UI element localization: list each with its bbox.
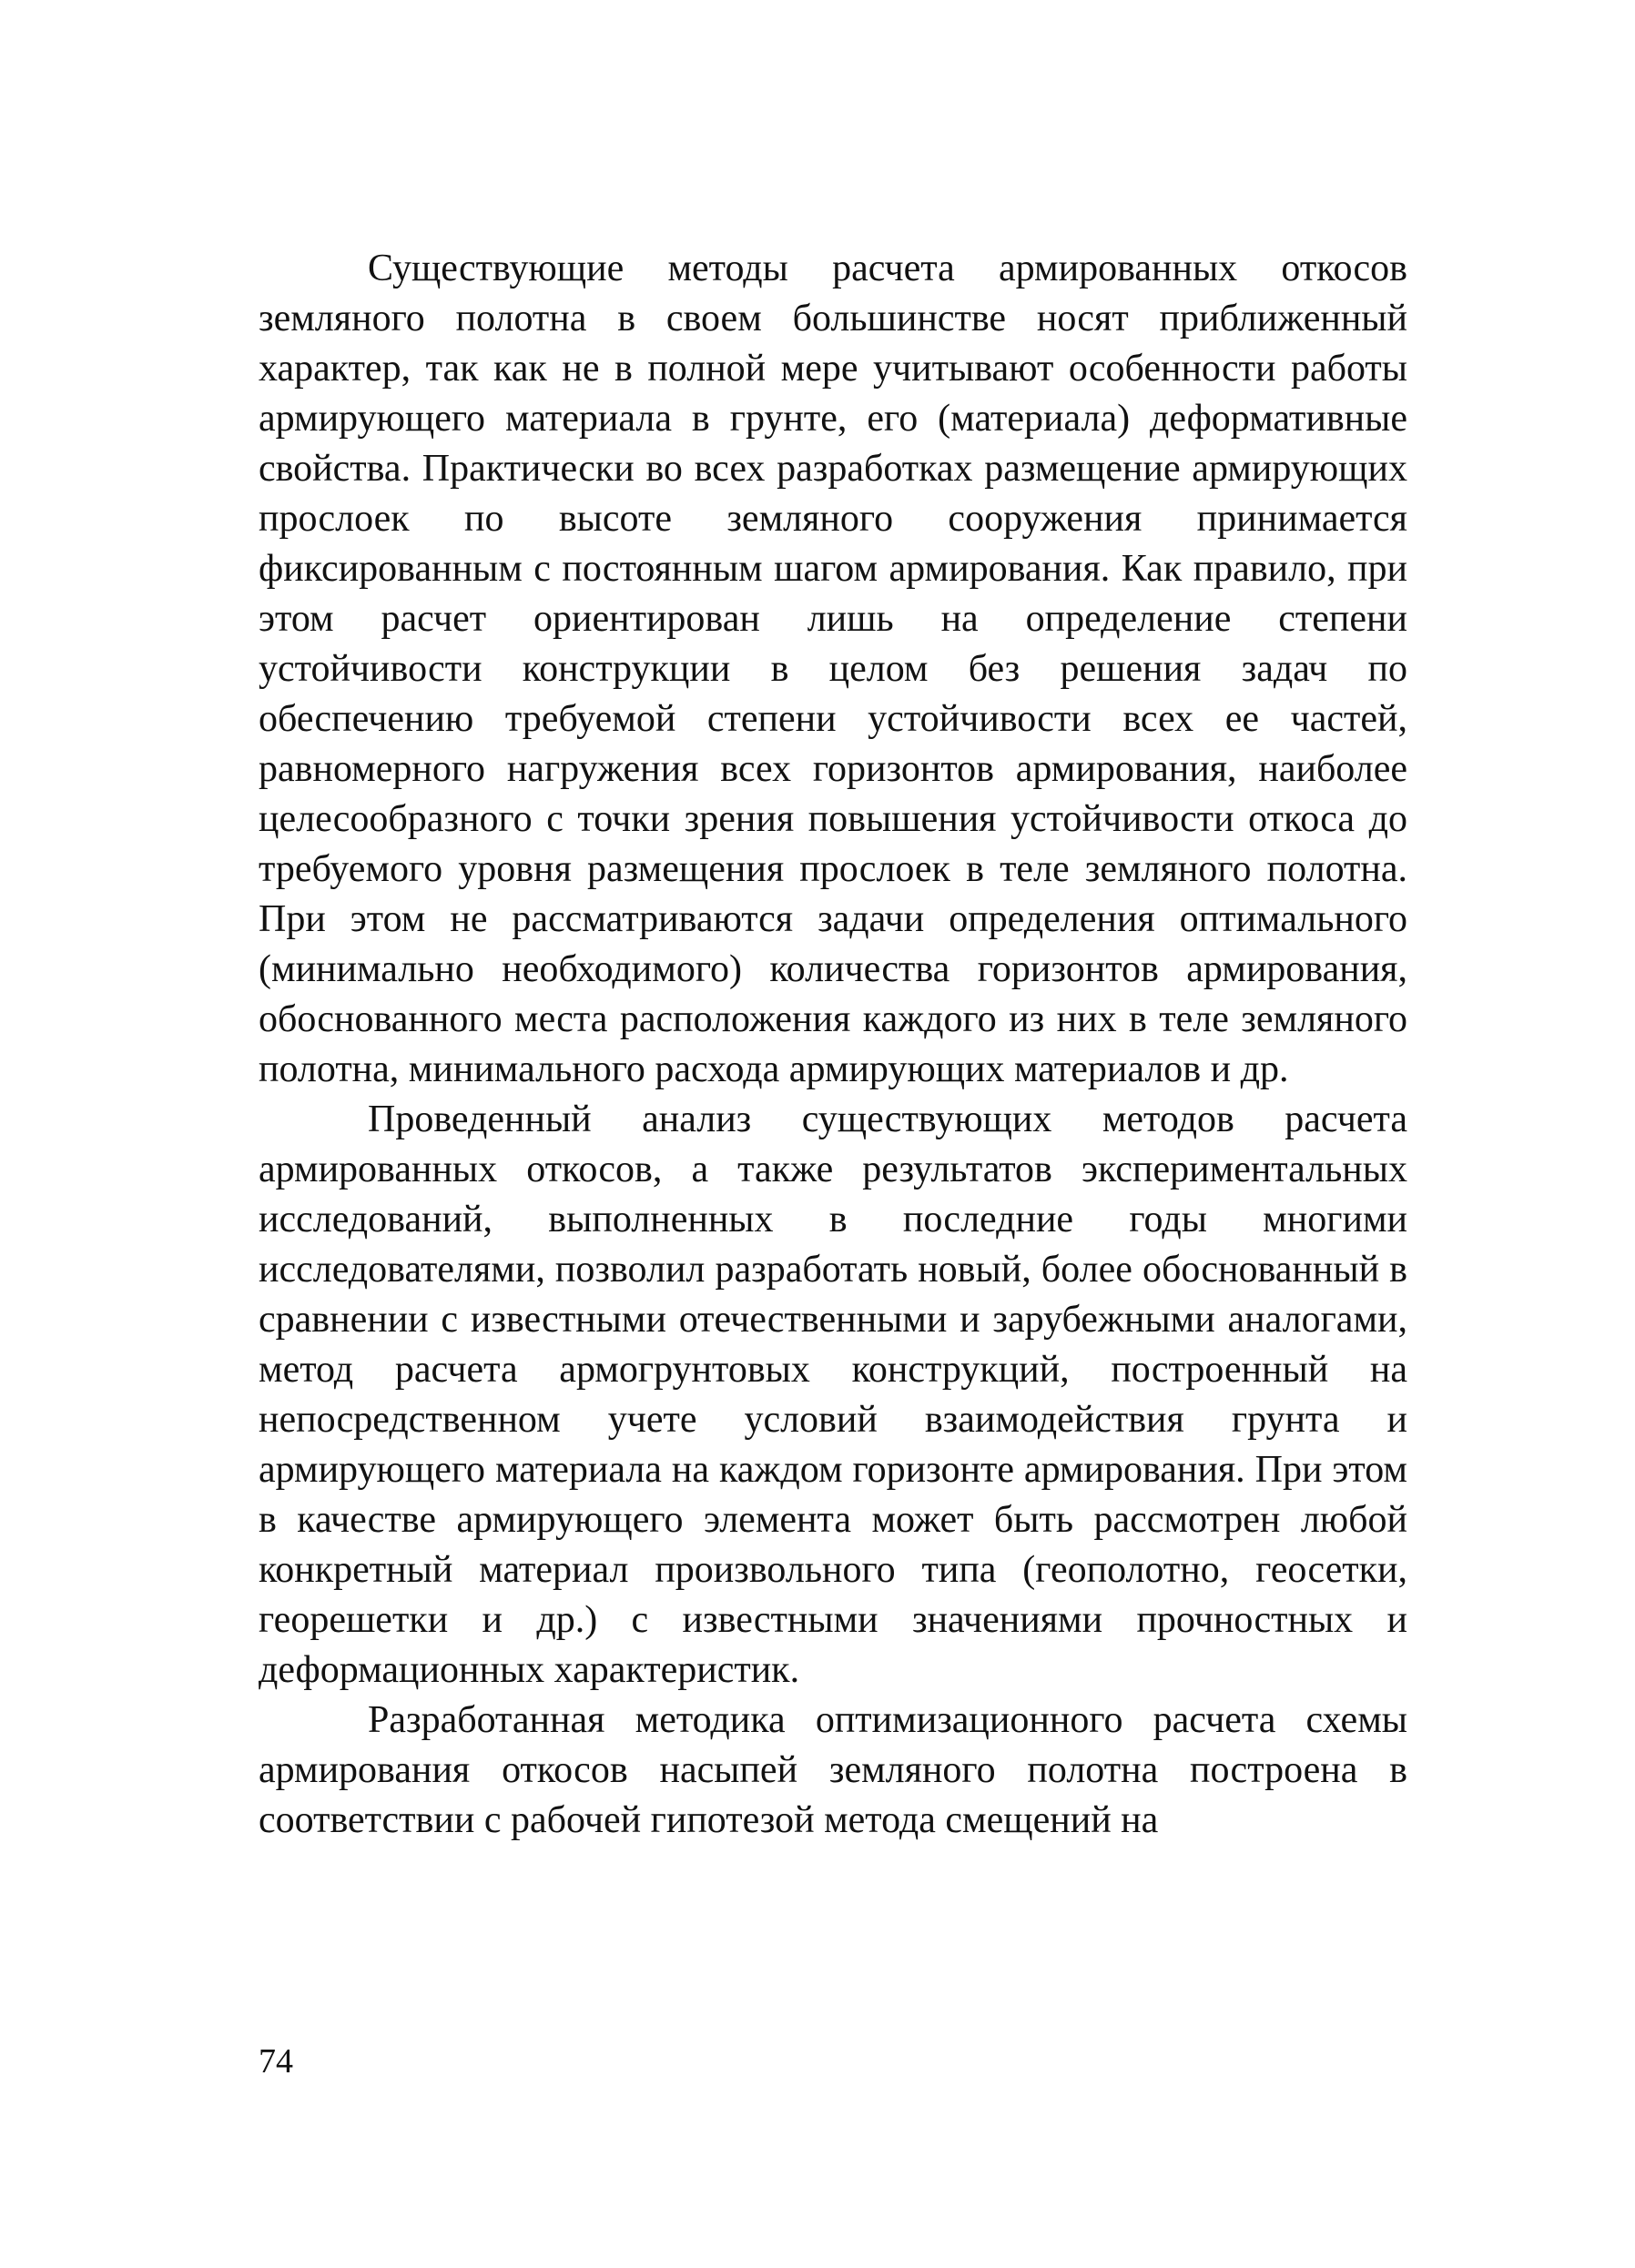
page-number: 74 bbox=[259, 2042, 293, 2081]
paragraph-2: Проведенный анализ существующих методов расчета армированных откосов, а также результатов экспериментальных исследований, выполненных в последние годы многими исследователями, позволил разработать новый, более обоснованный в сравнении с известными отечественными и зарубежными аналогами, метод расчета армогрунтовых конструкций, построенный на непосредственном учете условий взаимодействия грунта и армирующего материала на каждом горизонте армирования. При этом в качестве армирующего элемента может быть рассмотрен любой конкретный материал произвольного типа (геополотно, геосетки, георешетки и др.) с известными значениями прочностных и деформационных характеристик. bbox=[259, 1099, 1407, 1691]
body-text bbox=[259, 244, 1407, 1846]
paragraph-3: Разработанная методика оптимизационного расчета схемы армирования откосов насыпей земляного полотна построена в соответствии с рабочей гипотезой метода смещений на bbox=[259, 1699, 1407, 1841]
paragraph-1: Существующие методы расчета армированных откосов земляного полотна в своем большинстве носят приближенный характер, так как не в полной мере учитывают особенности работы армирующего материала в грунте, его (материала) деформативные свойства. Практически во всех разработках размещение армирующих прослоек по высоте земляного сооружения принимается фиксированным с постоянным шагом армирования. Как правило, при этом расчет ориентирован лишь на определение степени устойчивости конструкции в целом без решения задач по обеспечению требуемой степени устойчивости всех ее частей, равномерного нагружения всех горизонтов армирования, наиболее целесообразного с точки зрения повышения устойчивости откоса до требуемого уровня размещения прослоек в теле земляного полотна. При этом не рассматриваются задачи определения оптимального (минимально необходимого) количества горизонтов армирования, обоснованного места расположения каждого из них в теле земляного полотна, минимального расхода армирующих материалов и др. bbox=[259, 248, 1407, 1090]
